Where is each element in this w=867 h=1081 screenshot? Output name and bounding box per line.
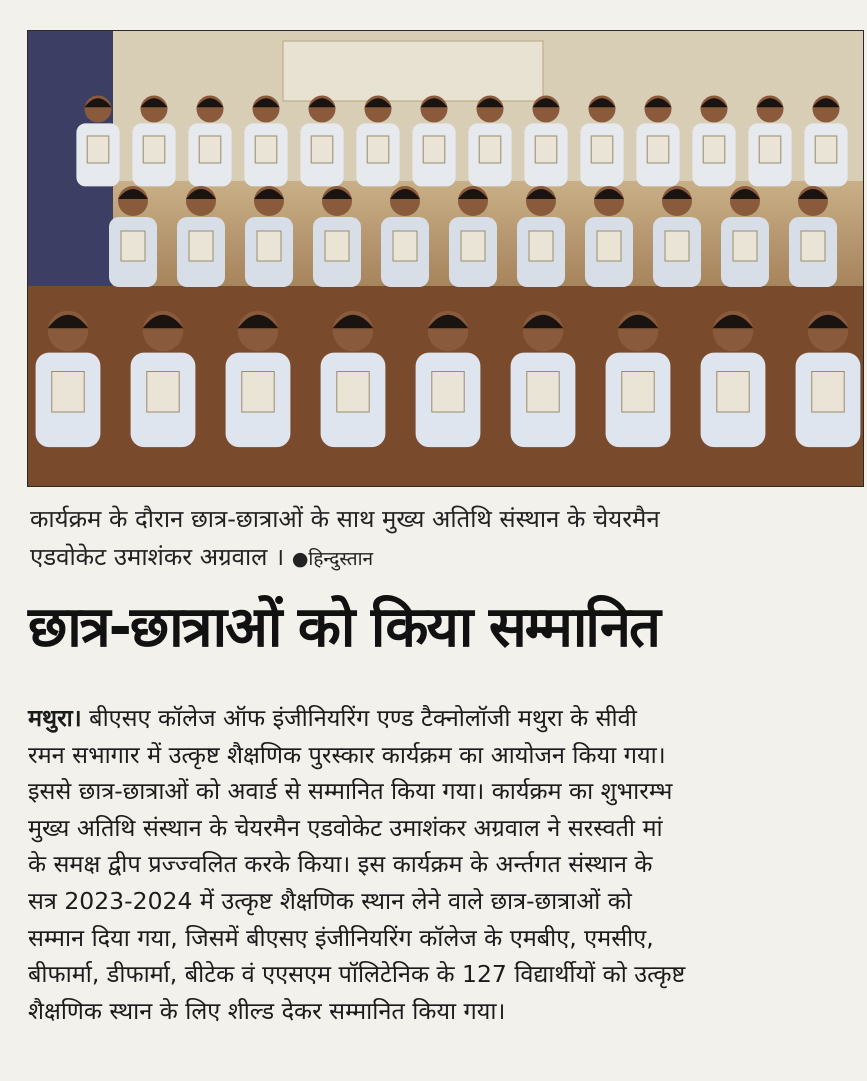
person-figure [449,186,497,287]
article-line: इससे छात्र-छात्राओं को अवार्ड से सम्मानित किया गया। कार्यक्रम का शुभारम्भ [28,777,673,806]
person-figure [313,186,361,287]
group-photo-illustration [28,31,863,486]
person-figure [245,186,293,287]
article-line [28,700,860,737]
article-line: सत्र 2023-2024 में उत्कृष्ट शैक्षणिक स्थान लेने वाले छात्र-छात्राओं को [28,886,632,915]
article-body [28,700,860,1029]
headline: छात्र-छात्राओं को किया सम्मानित [28,595,659,660]
photo-caption [30,500,860,578]
person-figure [177,186,225,287]
person-figure [789,186,837,287]
credit-bullet-icon: ● [291,548,309,570]
person-figure [721,186,769,287]
article-line: रमन सभागार में उत्कृष्ट शैक्षणिक पुरस्कार कार्यक्रम का आयोजन किया गया। [28,740,666,769]
person-figure [653,186,701,287]
article-line: बीफार्मा, डीफार्मा, बीटेक वं एएसएम पॉलिटेनिक के 127 विद्यार्थीयों को उत्कृष्ट [28,960,686,989]
caption-line-1: कार्यक्रम के दौरान छात्र-छात्राओं के साथ मुख्य अतिथि संस्थान के चेयरमैन [30,505,660,533]
article-line: शैक्षणिक स्थान के लिए शील्ड देकर सम्मानित किया गया। [28,996,506,1025]
person-figure [517,186,565,287]
caption-line-2 [30,538,860,578]
person-figure [381,186,429,287]
article-line-text: बीएसए कॉलेज ऑफ इंजीनियरिंग एण्ड टैक्नोलॉजी मथुरा के सीवी [81,704,637,732]
article-line: मुख्य अतिथि संस्थान के चेयरमैन एडवोकेट उमाशंकर अग्रवाल ने सरस्वती मां [28,813,663,842]
article-line: के समक्ष द्वीप प्रज्ज्वलित करके किया। इस कार्यक्रम के अर्न्तगत संस्थान के [28,850,653,879]
caption-line-2-text: एडवोकेट उमाशंकर अग्रवाल । [30,543,285,571]
dateline: मथुरा। [28,704,82,732]
group-photo [27,30,864,487]
person-figure [109,186,157,287]
photo-credit: हिन्दुस्तान [308,548,374,570]
person-figure [585,186,633,287]
article-line: सम्मान दिया गया, जिसमें बीएसए इंजीनियरिंग कॉलेज के एमबीए, एमसीए, [28,923,654,952]
